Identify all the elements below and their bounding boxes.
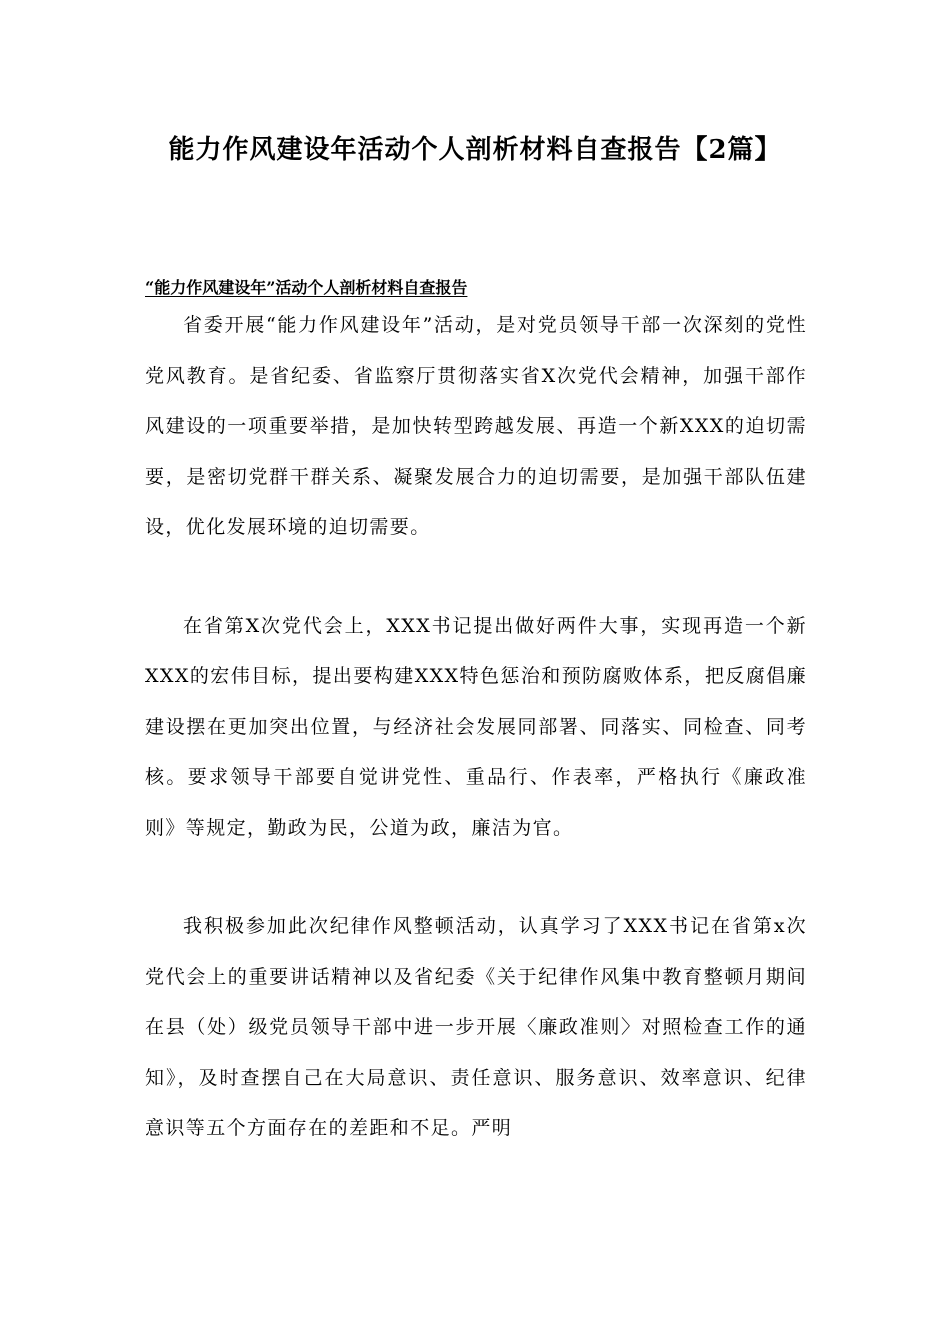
document-title: 能力作风建设年活动个人剖析材料自查报告【2篇】 (168, 135, 782, 165)
paragraph-3: 我积极参加此次纪律作风整顿活动，认真学习了XXX书记在省第x次党代会上的重要讲话精神以及省纪委《关于纪律作风集中教育整顿月期间在县（处）级党员领导干部中进一步开展〈廉政准则〉对照检查工作的通知》，及时查摆自己在大局意识、责任意识、服务意识、效率意识、纪律意识等五个方面存在的差距和不足。严明 (145, 915, 807, 1139)
document-body (145, 300, 807, 1154)
paragraph-2: 在省第X次党代会上，XXX书记提出做好两件大事，实现再造一个新XXX的宏伟目标，提出要构建XXX特色惩治和预防腐败体系，把反腐倡廉建设摆在更加突出位置，与经济社会发展同部署、同落实、同检查、同考核。要求领导干部要自觉讲党性、重品行、作表率，严格执行《廉政准则》等规定，勤政为民，公道为政，廉洁为官。 (145, 614, 807, 839)
section-heading: “能力作风建设年”活动个人剖析材料自查报告 (145, 278, 468, 297)
paragraph-1: 省委开展“能力作风建设年”活动，是对党员领导干部一次深刻的党性党风教育。是省纪委、省监察厅贯彻落实省X次党代会精神，加强干部作风建设的一项重要举措，是加快转型跨越发展、再造一个新XXX的迫切需要，是密切党群干群关系、凝聚发展合力的迫切需要，是加强干部队伍建设，优化发展环境的迫切需要。 (145, 314, 807, 538)
